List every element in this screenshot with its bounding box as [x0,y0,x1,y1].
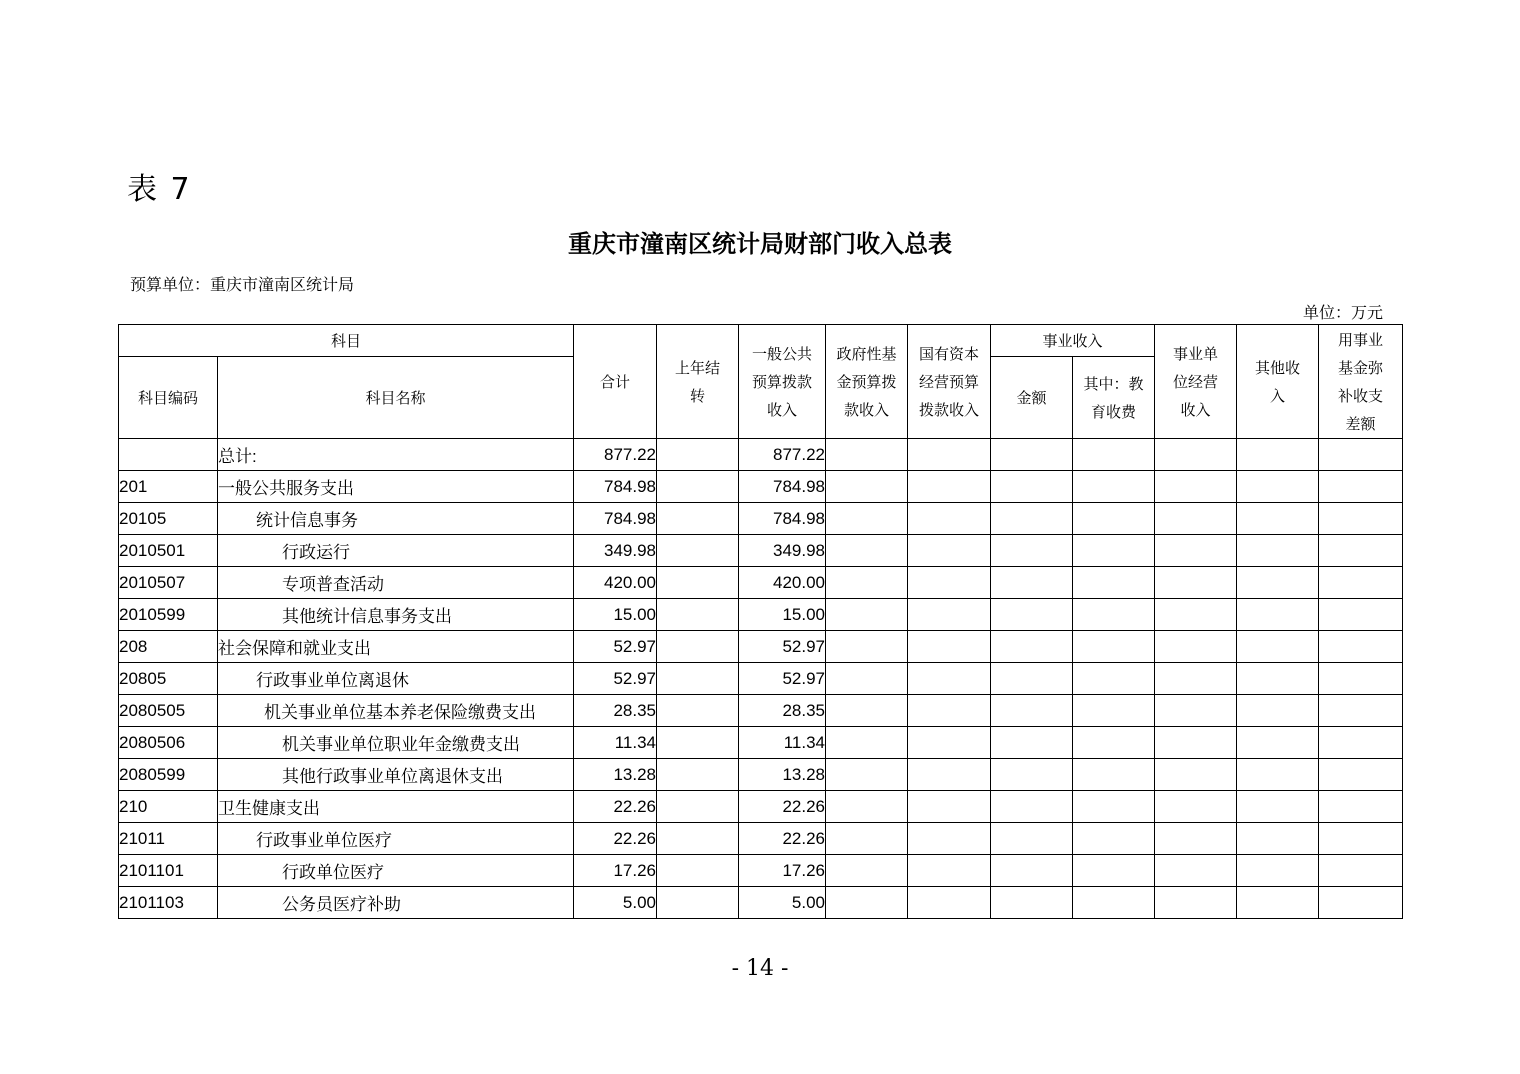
row-code: 20105 [119,503,218,535]
row-total: 11.34 [574,727,657,759]
table-label: 表 7 [127,172,192,207]
table-row [119,791,1403,823]
row-total: 877.22 [574,439,657,471]
row-general-budget: 784.98 [739,471,826,503]
row-total: 52.97 [574,631,657,663]
row-total: 5.00 [574,887,657,919]
row-general-budget: 13.28 [739,759,826,791]
header-amount: 金额 [991,357,1073,439]
row-code: 2080505 [119,695,218,727]
row-general-budget: 5.00 [739,887,826,919]
row-total: 13.28 [574,759,657,791]
row-code: 2010507 [119,567,218,599]
row-total: 349.98 [574,535,657,567]
row-code: 2010501 [119,535,218,567]
table-row [119,663,1403,695]
row-name: 机关事业单位基本养老保险缴费支出 [218,695,574,727]
header-gov-fund: 政府性基金预算拨款收入 [826,325,908,439]
header-total: 合计 [574,325,657,439]
row-general-budget: 17.26 [739,855,826,887]
table-row [119,887,1403,919]
row-total: 22.26 [574,791,657,823]
row-total: 22.26 [574,823,657,855]
header-subject: 科目 [119,325,574,357]
row-total: 17.26 [574,855,657,887]
row-total: 784.98 [574,471,657,503]
page-number: - 14 - [731,956,789,981]
row-name: 一般公共服务支出 [218,471,574,503]
row-code: 201 [119,471,218,503]
header-education-fee: 其中：教育收费 [1073,357,1155,439]
header-general-budget: 一般公共预算拨款收入 [739,325,826,439]
row-name: 行政事业单位离退休 [218,663,574,695]
row-code: 21011 [119,823,218,855]
row-name: 总计: [218,439,574,471]
row-code: 210 [119,791,218,823]
row-code: 2101103 [119,887,218,919]
row-name: 统计信息事务 [218,503,574,535]
row-general-budget: 349.98 [739,535,826,567]
table-row [119,503,1403,535]
table-row [119,631,1403,663]
table-row [119,567,1403,599]
row-general-budget: 11.34 [739,727,826,759]
table-row [119,823,1403,855]
income-summary-table [118,324,1403,919]
row-total: 784.98 [574,503,657,535]
row-general-budget: 877.22 [739,439,826,471]
header-business-income: 事业收入 [991,325,1155,357]
row-code: 20805 [119,663,218,695]
row-total: 15.00 [574,599,657,631]
row-name: 公务员医疗补助 [218,887,574,919]
row-general-budget: 52.97 [739,631,826,663]
header-other-income: 其他收入 [1237,325,1319,439]
row-total: 420.00 [574,567,657,599]
row-name: 其他行政事业单位离退休支出 [218,759,574,791]
row-name: 其他统计信息事务支出 [218,599,574,631]
money-unit-label: 单位：万元 [1302,303,1383,322]
row-general-budget: 28.35 [739,695,826,727]
table-row [119,855,1403,887]
row-name: 专项普查活动 [218,567,574,599]
header-carryover: 上年结转 [657,325,739,439]
header-code: 科目编码 [119,357,218,439]
table-row [119,759,1403,791]
row-name: 行政运行 [218,535,574,567]
row-name: 行政单位医疗 [218,855,574,887]
table-row [119,471,1403,503]
row-general-budget: 22.26 [739,823,826,855]
header-name: 科目名称 [218,357,574,439]
row-general-budget: 22.26 [739,791,826,823]
row-general-budget: 52.97 [739,663,826,695]
row-code: 2101101 [119,855,218,887]
row-total: 52.97 [574,663,657,695]
row-general-budget: 15.00 [739,599,826,631]
row-name: 行政事业单位医疗 [218,823,574,855]
table-row [119,535,1403,567]
table-row [119,727,1403,759]
table-row [119,695,1403,727]
row-general-budget: 784.98 [739,503,826,535]
row-code: 208 [119,631,218,663]
page-title: 重庆市潼南区统计局财部门收入总表 [568,229,952,258]
row-name: 卫生健康支出 [218,791,574,823]
budget-unit-label: 预算单位：重庆市潼南区统计局 [130,275,355,294]
row-name: 社会保障和就业支出 [218,631,574,663]
table-row [119,599,1403,631]
row-code: 2080599 [119,759,218,791]
row-name: 机关事业单位职业年金缴费支出 [218,727,574,759]
header-fund-offset: 用事业基金弥补收支差额 [1319,325,1403,439]
row-general-budget: 420.00 [739,567,826,599]
header-state-capital: 国有资本经营预算拨款收入 [908,325,991,439]
row-code [119,439,218,471]
header-unit-operation: 事业单位经营收入 [1155,325,1237,439]
table-row [119,439,1403,471]
row-total: 28.35 [574,695,657,727]
row-code: 2010599 [119,599,218,631]
row-code: 2080506 [119,727,218,759]
